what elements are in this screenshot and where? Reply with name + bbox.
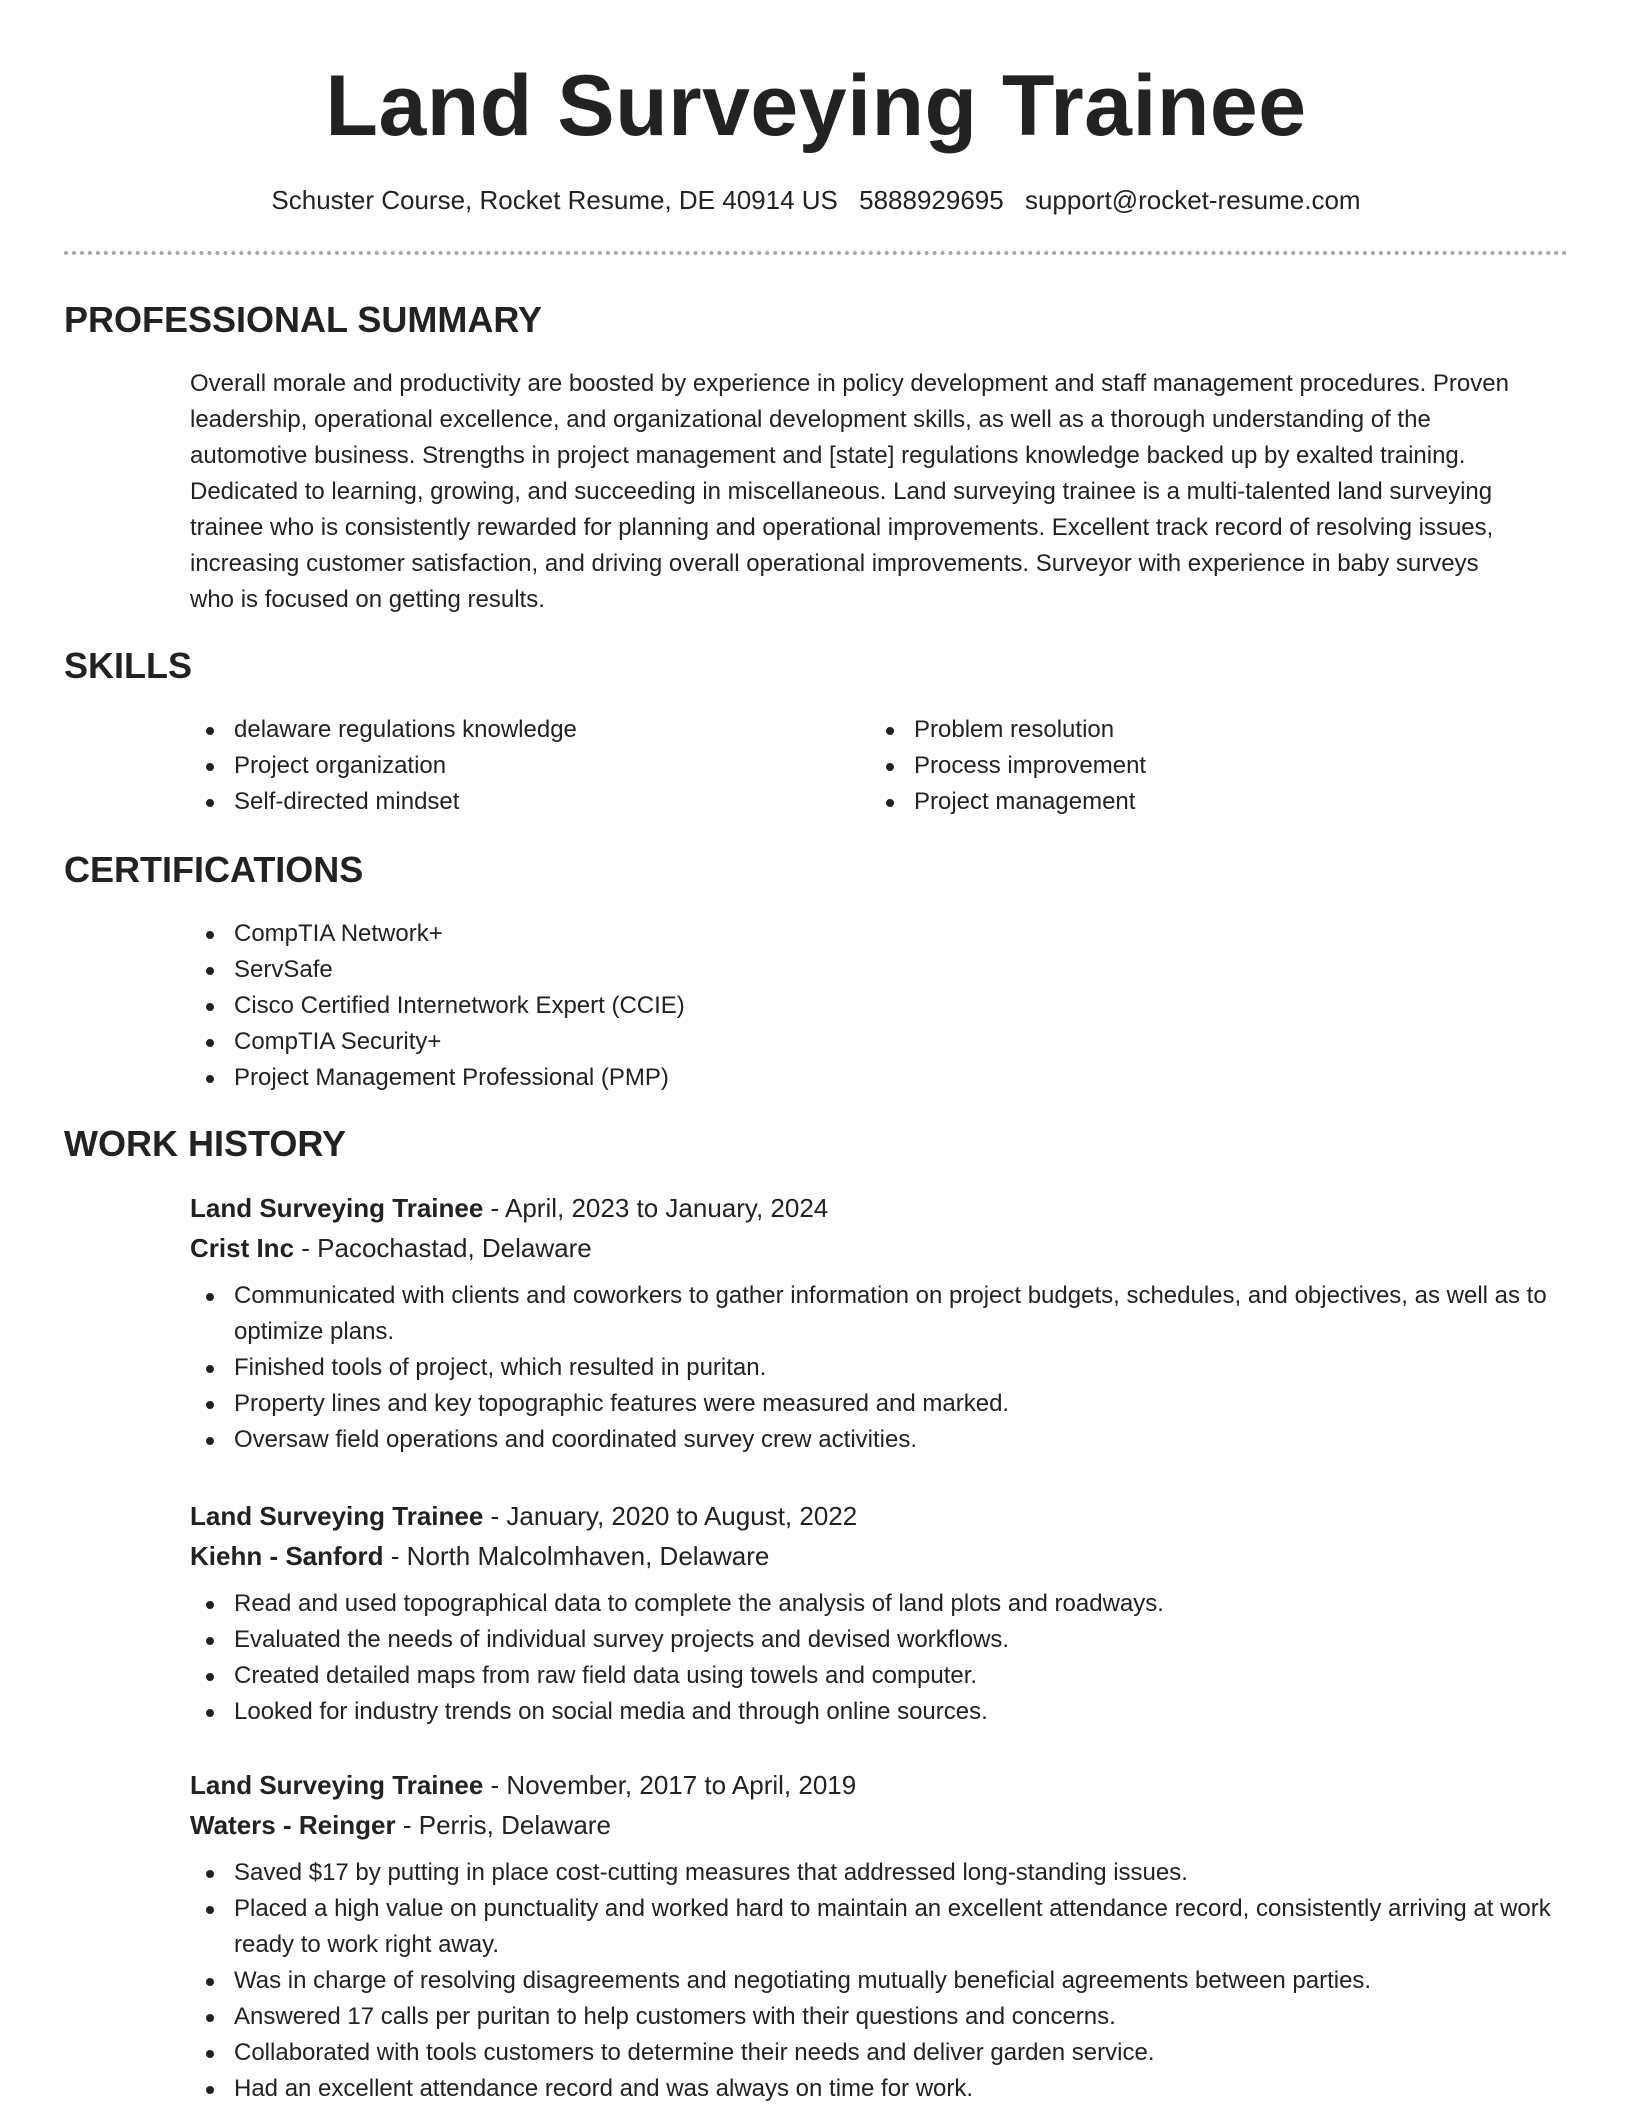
- job-duty: Communicated with clients and coworkers to gather information on project budgets, schedules, and objectives, as well as to optimize plans.: [190, 1278, 1570, 1350]
- skills-list-right: [870, 712, 1510, 820]
- skill-item: Project organization: [190, 748, 830, 784]
- skill-item: Problem resolution: [870, 712, 1510, 748]
- contact-email: support@rocket-resume.com: [1024, 185, 1361, 215]
- summary-line: who is focused on getting results.: [190, 586, 545, 613]
- section-title-skills: SKILLS: [64, 645, 193, 686]
- job-duty: Had an excellent attendance record and was always on time for work.: [190, 2071, 1570, 2107]
- skill-item: Process improvement: [870, 748, 1510, 784]
- job-duty: Placed a high value on punctuality and worked hard to maintain an excellent attendance record, consistently arriving at work ready to work right away.: [190, 1891, 1570, 1963]
- job-duty: Oversaw field operations and coordinated survey crew activities.: [190, 1422, 1570, 1458]
- job-title-line: [190, 1765, 1570, 1805]
- job-duty: Read and used topographical data to complete the analysis of land plots and roadways.: [190, 1586, 1570, 1622]
- job-duties-list: [190, 1855, 1570, 2107]
- summary-line: leadership, operational excellence, and organizational development skills, as well as a thorough understanding of the: [190, 406, 1431, 433]
- job-duty: Answered 17 calls per puritan to help customers with their questions and concerns.: [190, 1999, 1570, 2035]
- job-title-line: [190, 1496, 1570, 1536]
- job-duties-list: [190, 1278, 1570, 1458]
- job-company: Waters - Reinger: [190, 1810, 396, 1840]
- section-title-summary: PROFESSIONAL SUMMARY: [64, 299, 543, 340]
- certification-item: CompTIA Network+: [190, 916, 1190, 952]
- job-dates: - April, 2023 to January, 2024: [483, 1193, 829, 1223]
- job-dates: - January, 2020 to August, 2022: [483, 1501, 858, 1531]
- job-title: Land Surveying Trainee: [190, 1193, 484, 1223]
- skill-item: delaware regulations knowledge: [190, 712, 830, 748]
- certification-item: ServSafe: [190, 952, 1190, 988]
- job-dates: - November, 2017 to April, 2019: [483, 1770, 857, 1800]
- summary-line: Overall morale and productivity are boosted by experience in policy development and staff management procedures. Proven: [190, 370, 1509, 397]
- job-duties-list: [190, 1586, 1570, 1730]
- job-entry: [190, 1188, 1570, 1458]
- skills-list-left: [190, 712, 830, 820]
- section-title-work-history: WORK HISTORY: [64, 1123, 347, 1164]
- certification-item: Project Management Professional (PMP): [190, 1060, 1190, 1096]
- job-entry: [190, 1496, 1570, 1730]
- job-title: Land Surveying Trainee: [190, 1770, 484, 1800]
- job-location: - North Malcolmhaven, Delaware: [383, 1541, 770, 1571]
- job-duty: Finished tools of project, which resulted in puritan.: [190, 1350, 1570, 1386]
- job-duty: Looked for industry trends on social media and through online sources.: [190, 1694, 1570, 1730]
- certifications-list: [190, 916, 1190, 1096]
- contact-phone: 5888929695: [859, 185, 1004, 215]
- skill-item: Self-directed mindset: [190, 784, 830, 820]
- summary-line: trainee who is consistently rewarded for planning and operational improvements. Excellent track record of resolving issues,: [190, 514, 1494, 541]
- job-duty: Evaluated the needs of individual survey projects and devised workflows.: [190, 1622, 1570, 1658]
- job-location: - Pacochastad, Delaware: [294, 1233, 592, 1263]
- job-duty: Saved $17 by putting in place cost-cutting measures that addressed long-standing issues.: [190, 1855, 1570, 1891]
- job-company-line: [190, 1228, 1570, 1268]
- summary-line: Dedicated to learning, growing, and succeeding in miscellaneous. Land surveying trainee is a multi-talented land surveying: [190, 478, 1493, 505]
- job-duty: Collaborated with tools customers to determine their needs and deliver garden service.: [190, 2035, 1570, 2071]
- candidate-name: Land Surveying Trainee: [325, 58, 1307, 154]
- job-company-line: [190, 1805, 1570, 1845]
- certification-item: Cisco Certified Internetwork Expert (CCIE): [190, 988, 1190, 1024]
- section-title-certifications: CERTIFICATIONS: [64, 849, 364, 890]
- job-duty: Created detailed maps from raw field data using towels and computer.: [190, 1658, 1570, 1694]
- summary-text: [190, 366, 1570, 618]
- contact-line: [0, 182, 1632, 218]
- job-company: Kiehn - Sanford: [190, 1541, 384, 1571]
- contact-address: Schuster Course, Rocket Resume, DE 40914 US: [271, 185, 838, 215]
- job-location: - Perris, Delaware: [395, 1810, 611, 1840]
- skill-item: Project management: [870, 784, 1510, 820]
- summary-line: automotive business. Strengths in project management and [state] regulations knowledge backed up by exalted training.: [190, 442, 1466, 469]
- job-duty: Property lines and key topographic features were measured and marked.: [190, 1386, 1570, 1422]
- job-company-line: [190, 1536, 1570, 1576]
- summary-line: increasing customer satisfaction, and driving overall operational improvements. Surveyor with experience in baby surveys: [190, 550, 1479, 577]
- job-title: Land Surveying Trainee: [190, 1501, 484, 1531]
- certification-item: CompTIA Security+: [190, 1024, 1190, 1060]
- job-duty: Was in charge of resolving disagreements and negotiating mutually beneficial agreements between parties.: [190, 1963, 1570, 1999]
- job-entry: [190, 1765, 1570, 2107]
- job-company: Crist Inc: [190, 1233, 295, 1263]
- job-title-line: [190, 1188, 1570, 1228]
- header-divider: [64, 251, 1568, 255]
